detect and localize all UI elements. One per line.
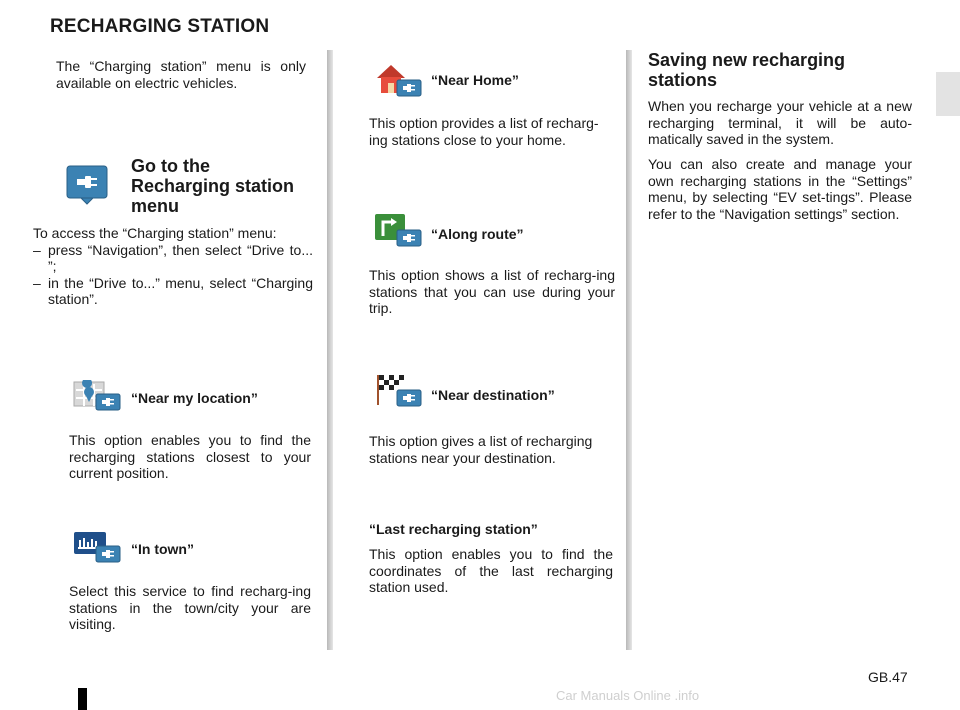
along-route-icon <box>373 212 423 250</box>
last-station-label: “Last recharging station” <box>369 521 538 537</box>
near-location-icon <box>72 380 122 414</box>
near-destination-icon <box>373 372 423 410</box>
goto-steps <box>33 242 313 308</box>
near-destination-text: This option gives a list of recharging stations near your destination. <box>369 433 593 466</box>
goto-lead: To access the “Charging station” menu: <box>33 225 277 241</box>
column-divider-left <box>327 50 333 650</box>
near-location-label: “Near my location” <box>131 390 258 406</box>
saving-text-2: You can also create and manage your own recharging stations in the “Settings” menu, by selecting “EV set-tings”. Please refer to the “Navigation settings” section. <box>648 156 912 222</box>
saving-heading: Saving new recharging stations <box>648 50 846 90</box>
column-divider-right <box>626 50 632 650</box>
saving-text-1: When you recharge your vehicle at a new recharging terminal, it will be auto-matically saved in the system. <box>648 98 912 147</box>
last-station-text: This option enables you to find the coordinates of the last recharging station used. <box>369 546 613 595</box>
goto-heading: Go to the Recharging station menu <box>131 156 295 216</box>
page-mark <box>78 688 87 710</box>
watermark: Car Manuals Online .info <box>556 688 700 703</box>
near-home-icon <box>373 62 423 100</box>
along-route-label: “Along route” <box>431 226 524 242</box>
goto-step-2: – in the “Drive to...” menu, select “Charging station”. <box>33 275 313 308</box>
along-route-text: This option shows a list of recharg-ing stations that you can use during your trip. <box>369 267 615 316</box>
page-number: GB.47 <box>868 669 908 685</box>
page-title: RECHARGING STATION <box>50 16 270 37</box>
in-town-icon <box>72 530 122 566</box>
intro-text: The “Charging station” menu is only available on electric vehicles. <box>56 58 306 91</box>
near-home-label: “Near Home” <box>431 72 519 88</box>
in-town-text: Select this service to find recharg-ing stations in the town/city your are visiting. <box>69 583 311 632</box>
near-home-text: This option provides a list of recharg-ing stations close to your home. <box>369 115 599 148</box>
goto-instructions <box>33 225 313 308</box>
near-destination-label: “Near destination” <box>431 387 555 403</box>
charging-station-icon <box>66 165 108 205</box>
chapter-tab <box>936 72 960 116</box>
goto-step-1: – press “Navigation”, then select “Drive to... ”; <box>33 242 313 275</box>
near-location-text: This option enables you to find the recharging stations closest to your current position. <box>69 432 311 481</box>
in-town-label: “In town” <box>131 541 194 557</box>
